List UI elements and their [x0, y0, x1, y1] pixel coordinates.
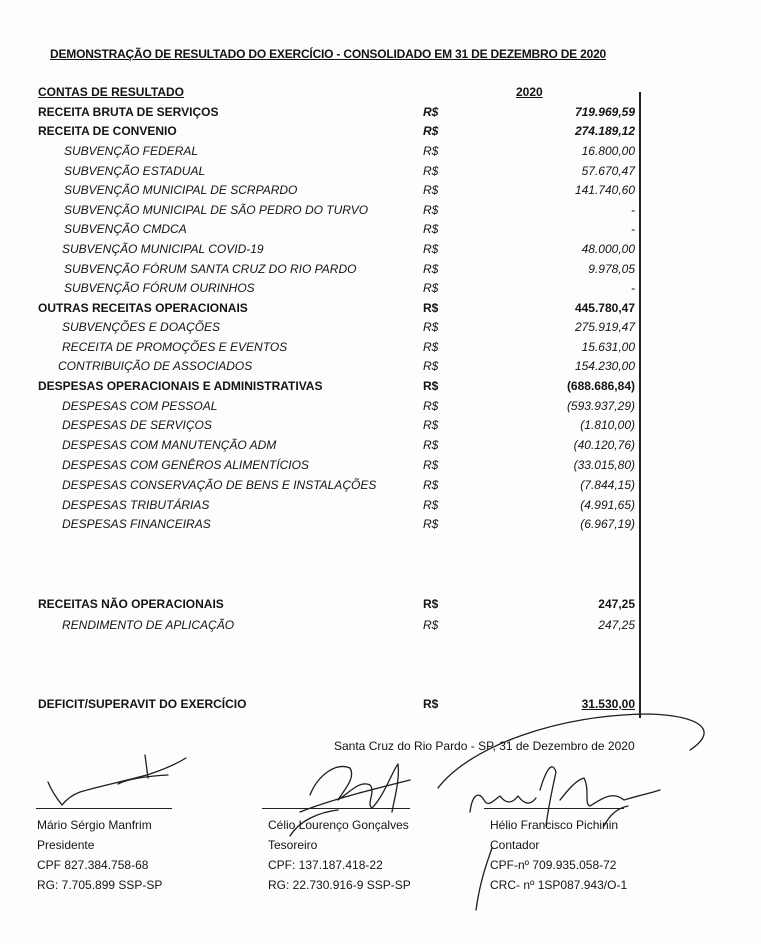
- row-label: SUBVENÇÃO FEDERAL: [64, 144, 199, 158]
- row-value: 247,25: [598, 618, 635, 632]
- row-value: 57.670,47: [581, 164, 635, 178]
- row-currency: R$: [423, 359, 439, 373]
- row-currency: R$: [423, 262, 439, 276]
- accounts-column-header: CONTAS DE RESULTADO: [38, 85, 184, 99]
- row-label: RECEITA DE CONVENIO: [38, 124, 177, 138]
- row-label: DESPESAS COM PESSOAL: [62, 399, 218, 413]
- row-currency: R$: [423, 301, 439, 315]
- row-label: DESPESAS OPERACIONAIS E ADMINISTRATIVAS: [38, 379, 323, 393]
- row-value: 247,25: [598, 597, 635, 611]
- row-label: RECEITA BRUTA DE SERVIÇOS: [38, 105, 219, 119]
- row-value: -: [631, 222, 635, 236]
- row-currency: R$: [423, 399, 439, 413]
- row-currency: R$: [423, 517, 439, 531]
- row-value: (1.810,00): [580, 418, 635, 432]
- row-currency: R$: [423, 458, 439, 472]
- row-value: 15.631,00: [581, 340, 635, 354]
- row-value: 274.189,12: [574, 124, 635, 138]
- row-value: 9.978,05: [588, 262, 635, 276]
- row-currency: R$: [423, 618, 439, 632]
- signatory-role: Contador: [490, 838, 540, 852]
- row-label: SUBVENÇÃO CMDCA: [64, 222, 187, 236]
- signatory-rg: RG: 22.730.916-9 SSP-SP: [268, 878, 411, 892]
- row-currency: R$: [423, 697, 439, 711]
- row-currency: R$: [423, 379, 439, 393]
- signatory-name: Célio Lourenço Gonçalves: [268, 818, 409, 832]
- row-value: (688.686,84): [566, 379, 635, 393]
- signatory-president: [37, 815, 162, 895]
- row-value: -: [631, 281, 635, 295]
- signatory-treasurer: [268, 815, 411, 895]
- row-currency: R$: [423, 597, 439, 611]
- row-value: 719.969,59: [574, 105, 635, 119]
- row-currency: R$: [423, 340, 439, 354]
- signatory-cpf: CPF 827.384.758-68: [37, 858, 149, 872]
- row-label: DEFICIT/SUPERAVIT DO EXERCÍCIO: [38, 697, 247, 711]
- row-label: RECEITA DE PROMOÇÕES E EVENTOS: [62, 340, 288, 354]
- row-currency: R$: [423, 320, 439, 334]
- row-label: SUBVENÇÃO FÓRUM OURINHOS: [64, 281, 255, 295]
- row-value: 31.530,00: [581, 697, 635, 711]
- row-label: SUBVENÇÃO FÓRUM SANTA CRUZ DO RIO PARDO: [64, 262, 357, 276]
- row-label: CONTRIBUIÇÃO DE ASSOCIADOS: [58, 359, 253, 373]
- row-label: DESPESAS CONSERVAÇÃO DE BENS E INSTALAÇÕES: [62, 478, 377, 492]
- row-currency: R$: [423, 183, 439, 197]
- row-label: SUBVENÇÃO ESTADUAL: [64, 164, 206, 178]
- row-currency: R$: [423, 242, 439, 256]
- row-value: (40.120,76): [573, 438, 635, 452]
- row-value: -: [631, 203, 635, 217]
- signatory-role: Tesoreiro: [268, 838, 318, 852]
- row-value: 445.780,47: [574, 301, 635, 315]
- row-label: RECEITAS NÃO OPERACIONAIS: [38, 597, 224, 611]
- row-value: 275.919,47: [574, 320, 635, 334]
- row-label: DESPESAS FINANCEIRAS: [62, 517, 211, 531]
- row-value: (7.844,15): [580, 478, 635, 492]
- row-currency: R$: [423, 124, 439, 138]
- signatory-accountant: [490, 815, 627, 895]
- row-label: DESPESAS TRIBUTÁRIAS: [62, 498, 210, 512]
- year-column-header: 2020: [516, 85, 543, 99]
- row-currency: R$: [423, 281, 439, 295]
- row-currency: R$: [423, 498, 439, 512]
- row-label: SUBVENÇÃO MUNICIPAL DE SCRPARDO: [64, 183, 298, 197]
- row-value: (6.967,19): [580, 517, 635, 531]
- row-value: 48.000,00: [581, 242, 635, 256]
- row-currency: R$: [423, 222, 439, 236]
- row-label: DESPESAS COM GENÊROS ALIMENTÍCIOS: [62, 458, 309, 472]
- row-value: (593.937,29): [566, 399, 635, 413]
- row-currency: R$: [423, 418, 439, 432]
- row-value: (33.015,80): [573, 458, 635, 472]
- row-label: DESPESAS COM MANUTENÇÃO ADM: [62, 438, 277, 452]
- row-label: SUBVENÇÃO MUNICIPAL DE SÃO PEDRO DO TURVO: [64, 203, 369, 217]
- row-label: RENDIMENTO DE APLICAÇÃO: [62, 618, 235, 632]
- row-value: 141.740,60: [574, 183, 635, 197]
- signatory-name: Mário Sérgio Manfrim: [37, 818, 152, 832]
- row-label: DESPESAS DE SERVIÇOS: [62, 418, 212, 432]
- document-title: DEMONSTRAÇÃO DE RESULTADO DO EXERCÍCIO - CONSOLIDADO EM 31 DE DEZEMBRO DE 2020: [50, 47, 607, 61]
- row-label: SUBVENÇÕES E DOAÇÕES: [62, 320, 221, 334]
- row-label: OUTRAS RECEITAS OPERACIONAIS: [38, 301, 248, 315]
- row-currency: R$: [423, 144, 439, 158]
- signatory-cpf: CPF: 137.187.418-22: [268, 858, 383, 872]
- row-label: SUBVENÇÃO MUNICIPAL COVID-19: [62, 242, 264, 256]
- row-value: 154.230,00: [574, 359, 635, 373]
- row-currency: R$: [423, 164, 439, 178]
- signatory-role: Presidente: [37, 838, 95, 852]
- signatory-rg: CRC- nº 1SP087.943/O-1: [490, 878, 628, 892]
- row-currency: R$: [423, 105, 439, 119]
- row-value: 16.800,00: [581, 144, 635, 158]
- row-value: (4.991,65): [580, 498, 635, 512]
- row-currency: R$: [423, 478, 439, 492]
- signatory-cpf: CPF-nº 709.935.058-72: [490, 858, 617, 872]
- signatory-rg: RG: 7.705.899 SSP-SP: [37, 878, 163, 892]
- place-and-date: Santa Cruz do Rio Pardo - SP, 31 de Dezembro de 2020: [334, 739, 635, 753]
- row-currency: R$: [423, 203, 439, 217]
- signatory-name: Hélio Francisco Pichinin: [490, 818, 619, 832]
- row-currency: R$: [423, 438, 439, 452]
